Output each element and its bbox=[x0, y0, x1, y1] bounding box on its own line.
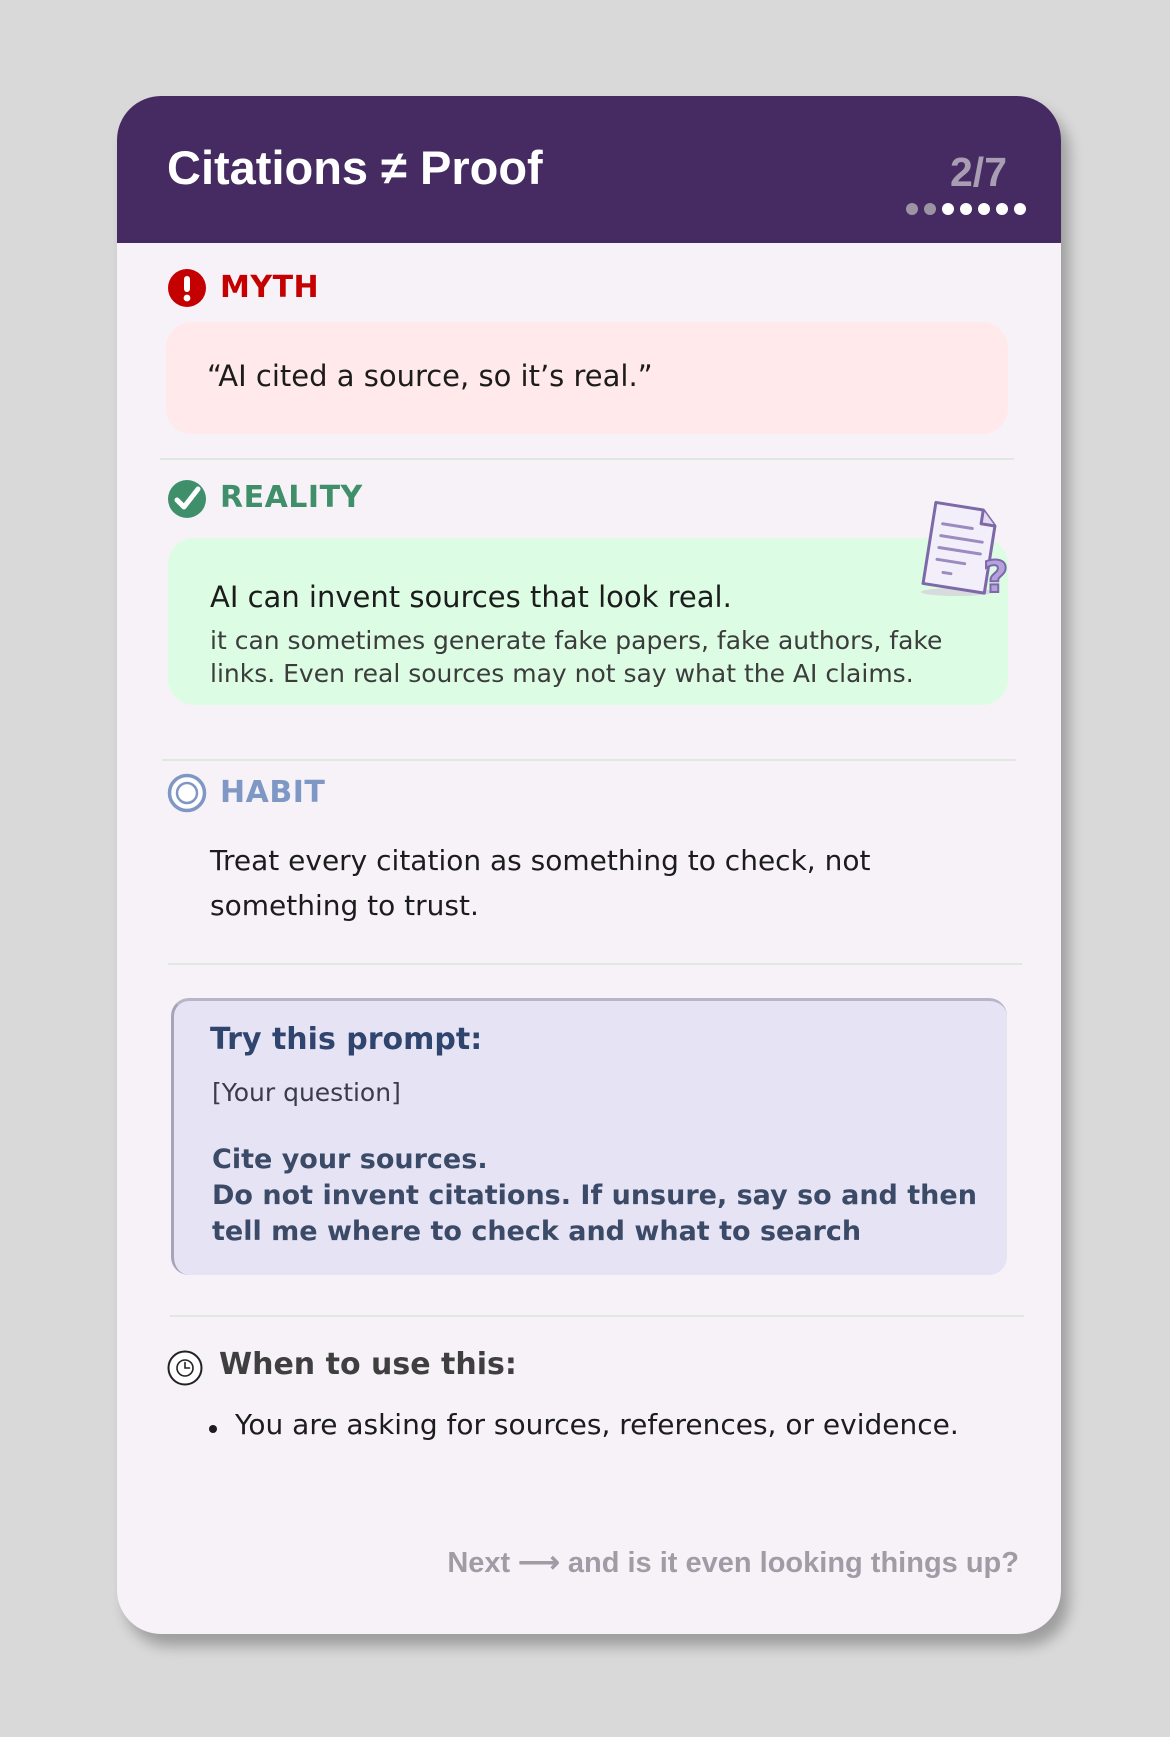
section-divider bbox=[162, 759, 1016, 761]
prompt-question-placeholder: [Your question] bbox=[212, 1078, 401, 1107]
exclamation-circle-icon bbox=[167, 268, 207, 308]
prompt-line: Cite your sources. bbox=[212, 1144, 488, 1175]
reality-main-text: AI can invent sources that look real. bbox=[210, 580, 732, 614]
page-dot bbox=[996, 203, 1008, 215]
reality-label: REALITY bbox=[220, 480, 363, 515]
section-divider bbox=[160, 458, 1014, 460]
svg-text:?: ? bbox=[983, 552, 1009, 600]
check-circle-icon bbox=[167, 479, 207, 519]
clock-icon bbox=[167, 1350, 203, 1386]
page-dot bbox=[960, 203, 972, 215]
page-dot bbox=[1014, 203, 1026, 215]
myth-text: “AI cited a source, so it’s real.” bbox=[207, 359, 653, 393]
page-dot bbox=[906, 203, 918, 215]
section-divider bbox=[168, 963, 1022, 965]
list-item: You are asking for sources, references, or evidence. bbox=[235, 1408, 959, 1441]
ring-icon bbox=[167, 773, 207, 813]
document-question-icon bbox=[907, 496, 1017, 600]
bullet-dot bbox=[209, 1425, 217, 1433]
prompt-line: Do not invent citations. If unsure, say so and then tell me where to check and what to search bbox=[212, 1180, 977, 1247]
when-title: When to use this: bbox=[219, 1347, 517, 1382]
page-indicator: 2/7 bbox=[950, 149, 1007, 195]
card-title: Citations ≠ Proof bbox=[167, 141, 543, 194]
prompt-body bbox=[212, 1142, 982, 1250]
reality-detail-text: it can sometimes generate fake papers, fake authors, fake links. Even real sources may not say what the AI claims. bbox=[210, 626, 943, 688]
myth-label: MYTH bbox=[220, 270, 320, 305]
tip-card bbox=[117, 96, 1061, 1634]
card-header bbox=[117, 96, 1061, 243]
section-divider bbox=[170, 1315, 1024, 1317]
habit-text: Treat every citation as something to check, not something to trust. bbox=[210, 844, 871, 922]
next-link[interactable]: Next ⟶ and is it even looking things up? bbox=[447, 1547, 1019, 1579]
habit-label: HABIT bbox=[220, 775, 326, 810]
page-dot bbox=[942, 203, 954, 215]
page-dot bbox=[924, 203, 936, 215]
prompt-title: Try this prompt: bbox=[210, 1022, 483, 1057]
page-dot bbox=[978, 203, 990, 215]
